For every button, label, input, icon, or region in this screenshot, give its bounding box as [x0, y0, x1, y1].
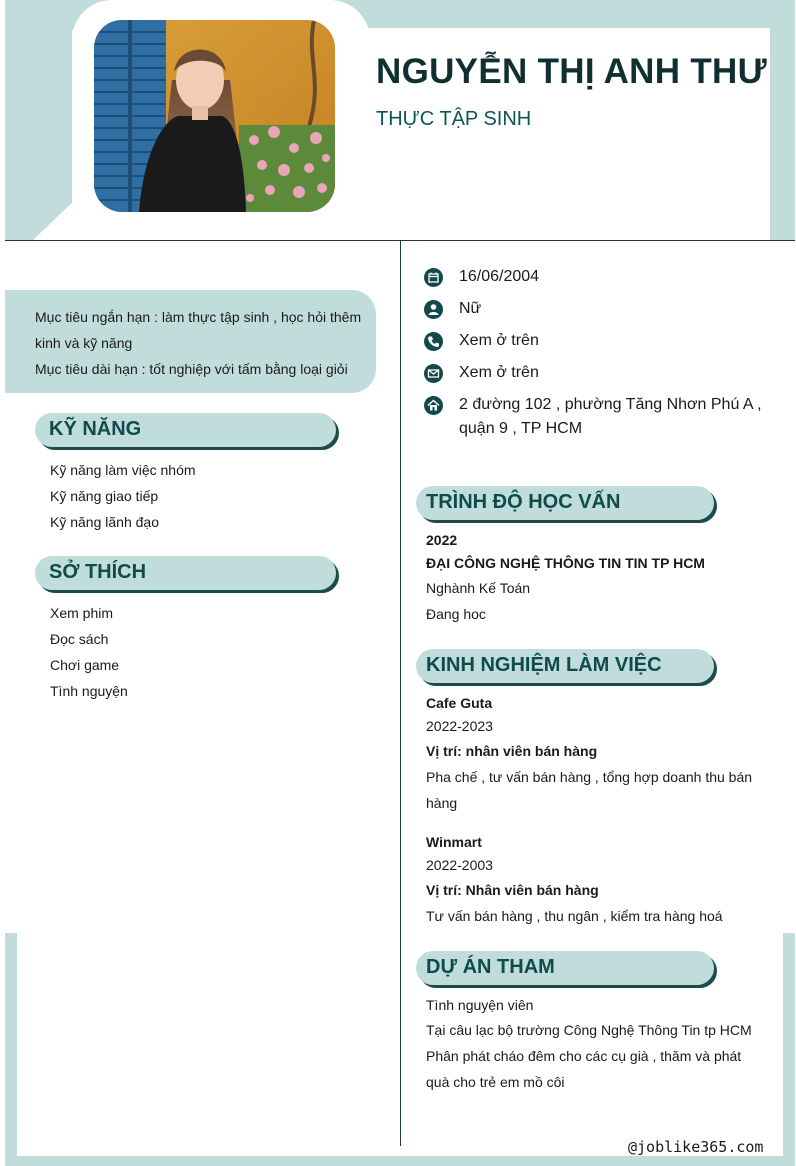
job-position: Vị trí: nhân viên bán hàng	[426, 743, 598, 759]
candidate-role: THỰC TẬP SINH	[376, 108, 532, 130]
frame-bottom	[5, 1156, 795, 1166]
job-company: Winmart	[426, 834, 482, 850]
hobby-item: Tình nguyện	[50, 683, 128, 699]
hobbies-heading	[35, 556, 336, 590]
skill-item: Kỹ năng lãnh đạo	[50, 514, 159, 530]
job-description: hàng	[426, 795, 458, 811]
projects-title: DỰ ÁN THAM	[426, 956, 555, 978]
objective-line: Mục tiêu ngắn hạn : làm thực tập sinh , học hỏi thêm	[35, 309, 362, 325]
job-description: Tư vấn bán hàng , thu ngân , kiểm tra hàng hoá	[426, 908, 723, 924]
calendar-icon	[424, 268, 443, 287]
skill-item: Kỹ năng giao tiếp	[50, 488, 159, 504]
gender-value: Nữ	[459, 300, 482, 317]
job-position: Vị trí: Nhân viên bán hàng	[426, 882, 599, 898]
education-status: Đang hoc	[426, 606, 486, 622]
education-heading	[416, 486, 714, 520]
hobby-item: Xem phim	[50, 605, 114, 621]
hobbies-title: SỞ THÍCH	[49, 561, 147, 583]
address-line: quận 9 , TP HCM	[459, 420, 583, 437]
home-icon	[424, 396, 443, 415]
experience-heading	[416, 649, 714, 683]
frame-left	[5, 933, 17, 1166]
column-divider	[400, 240, 401, 1146]
profile-photo	[94, 20, 335, 212]
candidate-name: NGUYỄN THỊ ANH THƯ	[376, 52, 767, 91]
experience-title: KINH NGHIỆM LÀM VIỆC	[426, 654, 662, 676]
user-icon	[424, 300, 443, 319]
skills-heading	[35, 413, 336, 447]
phone-icon	[424, 332, 443, 351]
projects-heading	[416, 951, 714, 985]
watermark: @joblike365.com	[628, 1138, 764, 1156]
photo-frame-corner	[5, 180, 80, 242]
project-line: Tình nguyện viên	[426, 997, 534, 1013]
frame-right	[783, 933, 795, 1166]
phone-value: Xem ở trên	[459, 332, 539, 349]
birthday-value: 16/06/2004	[459, 268, 540, 285]
job-description: Pha chế , tư vấn bán hàng , tổng hợp doanh thu bán	[426, 769, 753, 785]
education-school: ĐẠI CÔNG NGHỆ THÔNG TIN TIN TP HCM	[426, 555, 705, 571]
education-year: 2022	[426, 532, 458, 548]
objective-line: kinh và kỹ năng	[35, 335, 133, 351]
job-company: Cafe Guta	[426, 695, 493, 711]
project-line: Tại câu lạc bộ trường Công Nghệ Thông Tin tp HCM	[426, 1022, 752, 1038]
objective-panel	[5, 290, 376, 393]
objective-line: Mục tiêu dài hạn : tốt nghiệp với tấm bằng loại giỏi	[35, 361, 348, 377]
address-line: 2 đường 102 , phường Tăng Nhơn Phú A ,	[459, 396, 762, 413]
email-value: Xem ở trên	[459, 364, 539, 381]
project-line: quà cho trẻ em mồ côi	[426, 1074, 565, 1090]
hobby-item: Chơi game	[50, 657, 120, 673]
job-period: 2022-2003	[426, 857, 493, 873]
hobby-item: Đọc sách	[50, 631, 109, 647]
education-major: Nghành Kế Toán	[426, 580, 531, 596]
skill-item: Kỹ năng làm việc nhóm	[50, 462, 196, 478]
job-period: 2022-2023	[426, 718, 493, 734]
education-title: TRÌNH ĐỘ HỌC VẤN	[426, 491, 621, 513]
project-line: Phân phát cháo đêm cho các cụ già , thăm và phát	[426, 1048, 742, 1064]
skills-title: KỸ NĂNG	[49, 418, 142, 440]
mail-icon	[424, 364, 443, 383]
